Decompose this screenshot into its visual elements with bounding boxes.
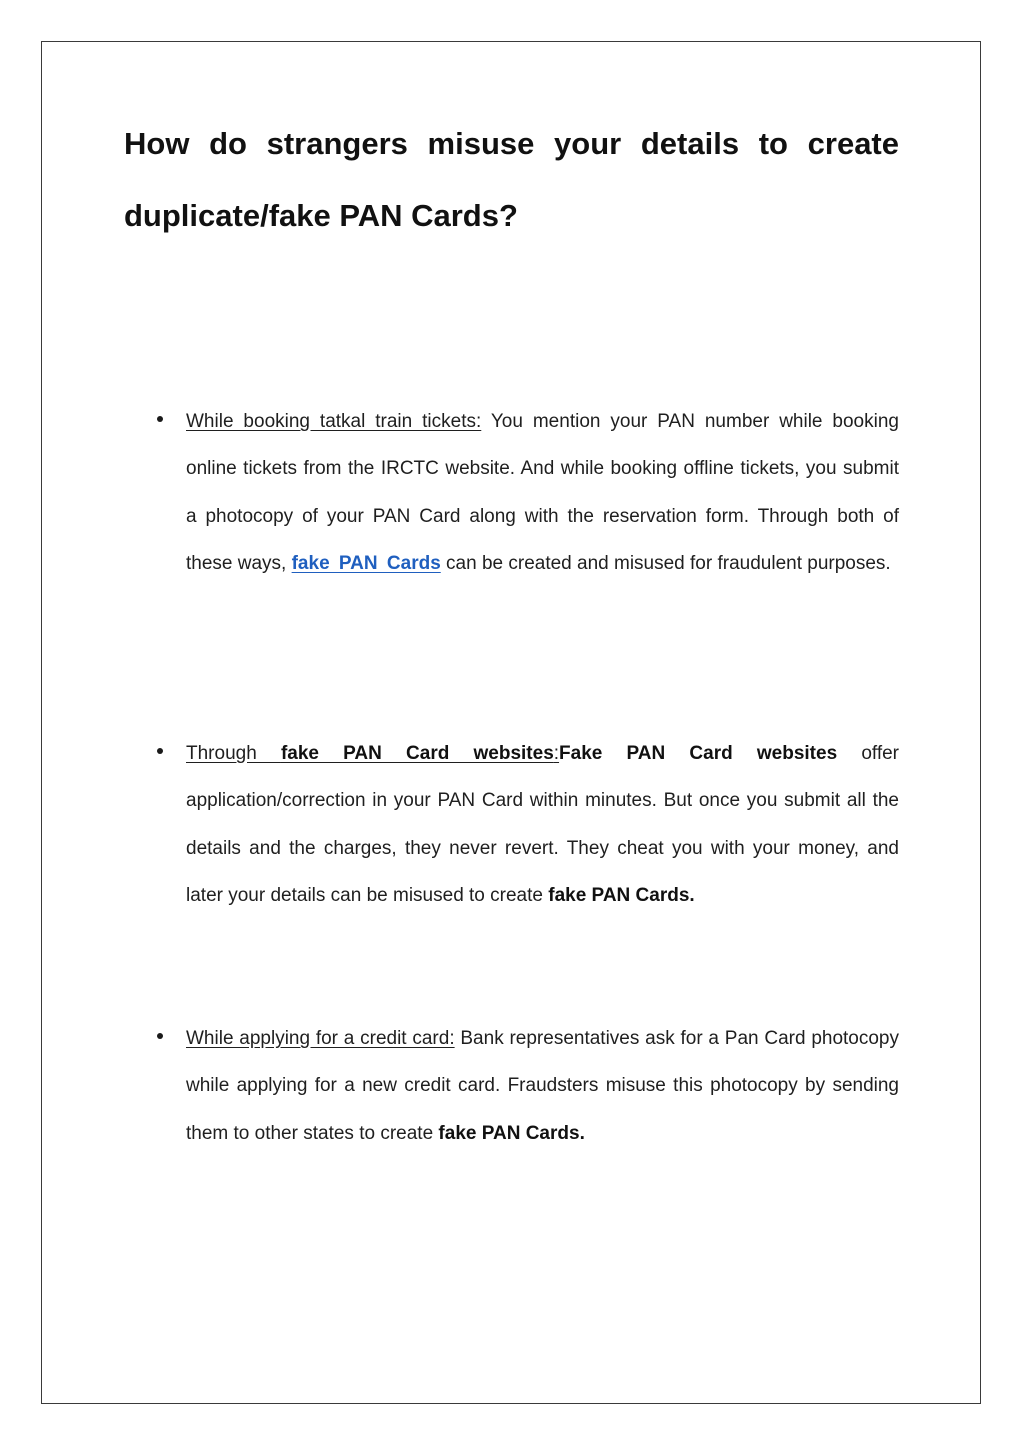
bullet-dot-icon xyxy=(157,1033,163,1039)
bullet-lead xyxy=(186,743,559,764)
document-title xyxy=(124,108,899,252)
title-line-2: duplicate/fake PAN Cards? xyxy=(124,198,518,233)
bullet-bold-phrase: Fake PAN Card websites xyxy=(559,743,838,764)
bullet-body-end: can be created and misused for fraudulent purposes. xyxy=(440,552,891,574)
bullet-body: You mention your PAN number while booking online tickets from the IRCTC website. And while booking offline tickets, you submit a photocopy of your PAN Card along with the reservation form. Through both of these ways, xyxy=(186,411,899,574)
bullet-lead-bold: fake PAN Card websites xyxy=(280,743,554,764)
bullet-body: offer application/correction in your PAN Card within minutes. But once you submit all the details and the charges, they never revert. They cheat you with your money, and later your details can be misused to create xyxy=(186,743,899,906)
bullet-paragraph xyxy=(186,730,899,919)
bullet-body: Bank representatives ask for a Pan Card photocopy while applying for a new credit card. Fraudsters misuse this photocopy by sending them to other states to create xyxy=(186,1028,899,1144)
bullet-dot-icon xyxy=(157,748,163,754)
bullet-lead: While applying for a credit card: xyxy=(186,1028,455,1049)
fake-pan-cards-link[interactable]: fake PAN Cards xyxy=(291,552,441,574)
bullet-dot-icon xyxy=(157,416,163,422)
document-body xyxy=(124,108,899,1144)
bullet-bold-end: fake PAN Cards. xyxy=(548,884,695,906)
bullet-paragraph xyxy=(186,1015,899,1157)
bullet-paragraph xyxy=(186,398,899,587)
title-line-1: How do strangers misuse your details to create xyxy=(124,126,899,161)
bullet-bold-end: fake PAN Cards. xyxy=(438,1122,585,1144)
bullet-lead-colon: : xyxy=(553,743,560,764)
bullet-lead-plain: Through xyxy=(186,743,281,764)
bullet-lead: While booking tatkal train tickets: xyxy=(186,411,482,432)
